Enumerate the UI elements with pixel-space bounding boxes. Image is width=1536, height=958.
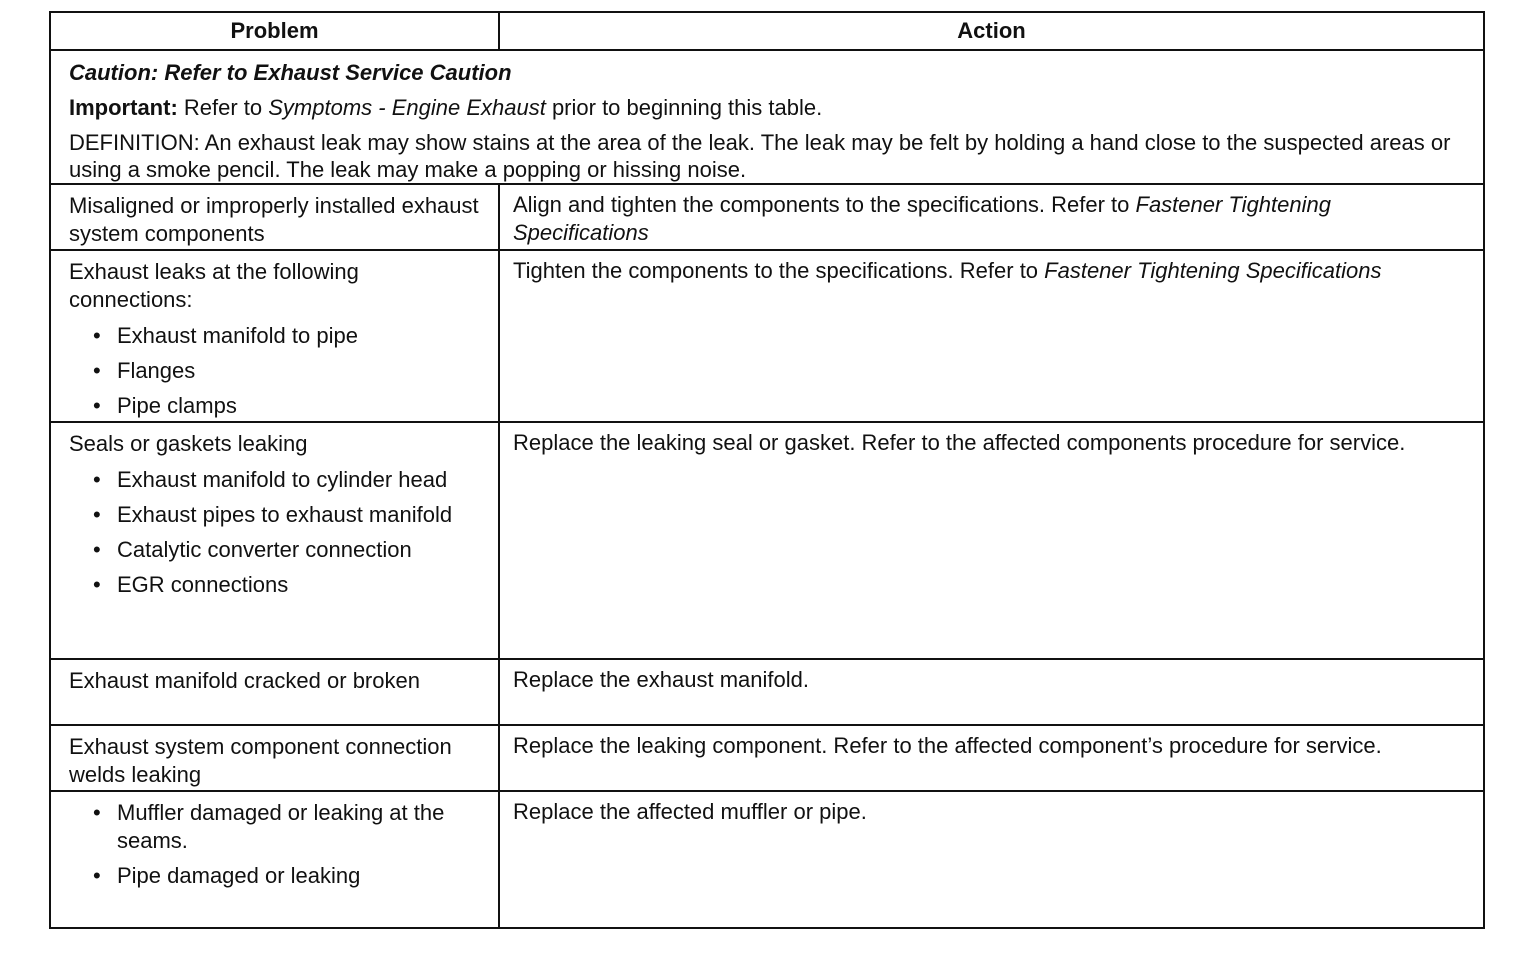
problem-text: Seals or gaskets leaking [69, 431, 308, 456]
problem-cell [51, 185, 500, 249]
action-text: Replace the leaking seal or gasket. Refer to the affected components procedure for service. [513, 430, 1406, 455]
action-cell [500, 423, 1483, 658]
problem-text: Exhaust leaks at the following connections: [69, 259, 359, 312]
problem-cell [51, 423, 500, 658]
action-text: Replace the exhaust manifold. [513, 667, 809, 692]
action-text: Replace the leaking component. Refer to the affected component’s procedure for service. [513, 733, 1382, 758]
action-text: Tighten the components to the specifications. Refer to [513, 258, 1045, 283]
bullet-item: • Flanges [69, 357, 488, 385]
action-cell [500, 792, 1483, 927]
table-row [51, 792, 1483, 927]
problem-text: Exhaust system component connection welds leaking [69, 734, 452, 787]
bullet-item: • EGR connections [69, 571, 488, 599]
problem-cell [51, 726, 500, 790]
problem-cell [51, 660, 500, 724]
action-text: Align and tighten the components to the specifications. Refer to [513, 192, 1136, 217]
important-note [69, 94, 1465, 121]
definition-note: DEFINITION: An exhaust leak may show stains at the area of the leak. The leak may be felt by holding a hand close to the suspected areas or using a smoke pencil. The leak may make a popping or hissing noise. [69, 130, 1451, 182]
table-row [51, 251, 1483, 423]
table-row [51, 660, 1483, 726]
important-post: prior to beginning this table. [545, 95, 823, 120]
action-ref: Fastener Tightening Specifications [1044, 258, 1382, 283]
action-ref: Fastener Tightening Specifications [513, 192, 1331, 245]
action-cell [500, 726, 1483, 790]
problem-cell [51, 251, 500, 421]
table-header [51, 13, 1483, 51]
problem-column-header: Problem [51, 13, 500, 49]
problem-text: Exhaust manifold cracked or broken [69, 668, 420, 693]
bullet-item: • Exhaust pipes to exhaust manifold [69, 501, 488, 529]
problem-bullet-list [69, 466, 488, 599]
table-row [51, 726, 1483, 792]
problem-text: Misaligned or improperly installed exhaust system components [69, 193, 479, 246]
action-text: Replace the affected muffler or pipe. [513, 799, 867, 824]
troubleshooting-table [49, 11, 1485, 929]
table-row [51, 185, 1483, 251]
bullet-item: • Pipe clamps [69, 392, 488, 420]
action-column-header: Action [957, 18, 1026, 43]
notes-section [51, 51, 1483, 185]
bullet-item: • Catalytic converter connection [69, 536, 488, 564]
problem-bullet-list [69, 322, 488, 420]
caution-note: Caution: Refer to Exhaust Service Caution [69, 60, 512, 85]
bullet-item: • Pipe damaged or leaking [69, 862, 488, 890]
problem-bullet-list [69, 799, 488, 890]
important-pre: Refer to [177, 95, 269, 120]
action-cell [500, 251, 1483, 421]
problem-cell [51, 792, 500, 927]
table-row [51, 423, 1483, 660]
action-cell [500, 185, 1483, 249]
important-ref: Symptoms - Engine Exhaust [268, 95, 546, 120]
important-label: Important: [69, 95, 178, 120]
action-cell [500, 660, 1483, 724]
bullet-item: • Exhaust manifold to pipe [69, 322, 488, 350]
bullet-item: • Exhaust manifold to cylinder head [69, 466, 488, 494]
bullet-item: • Muffler damaged or leaking at the seams. [69, 799, 488, 855]
